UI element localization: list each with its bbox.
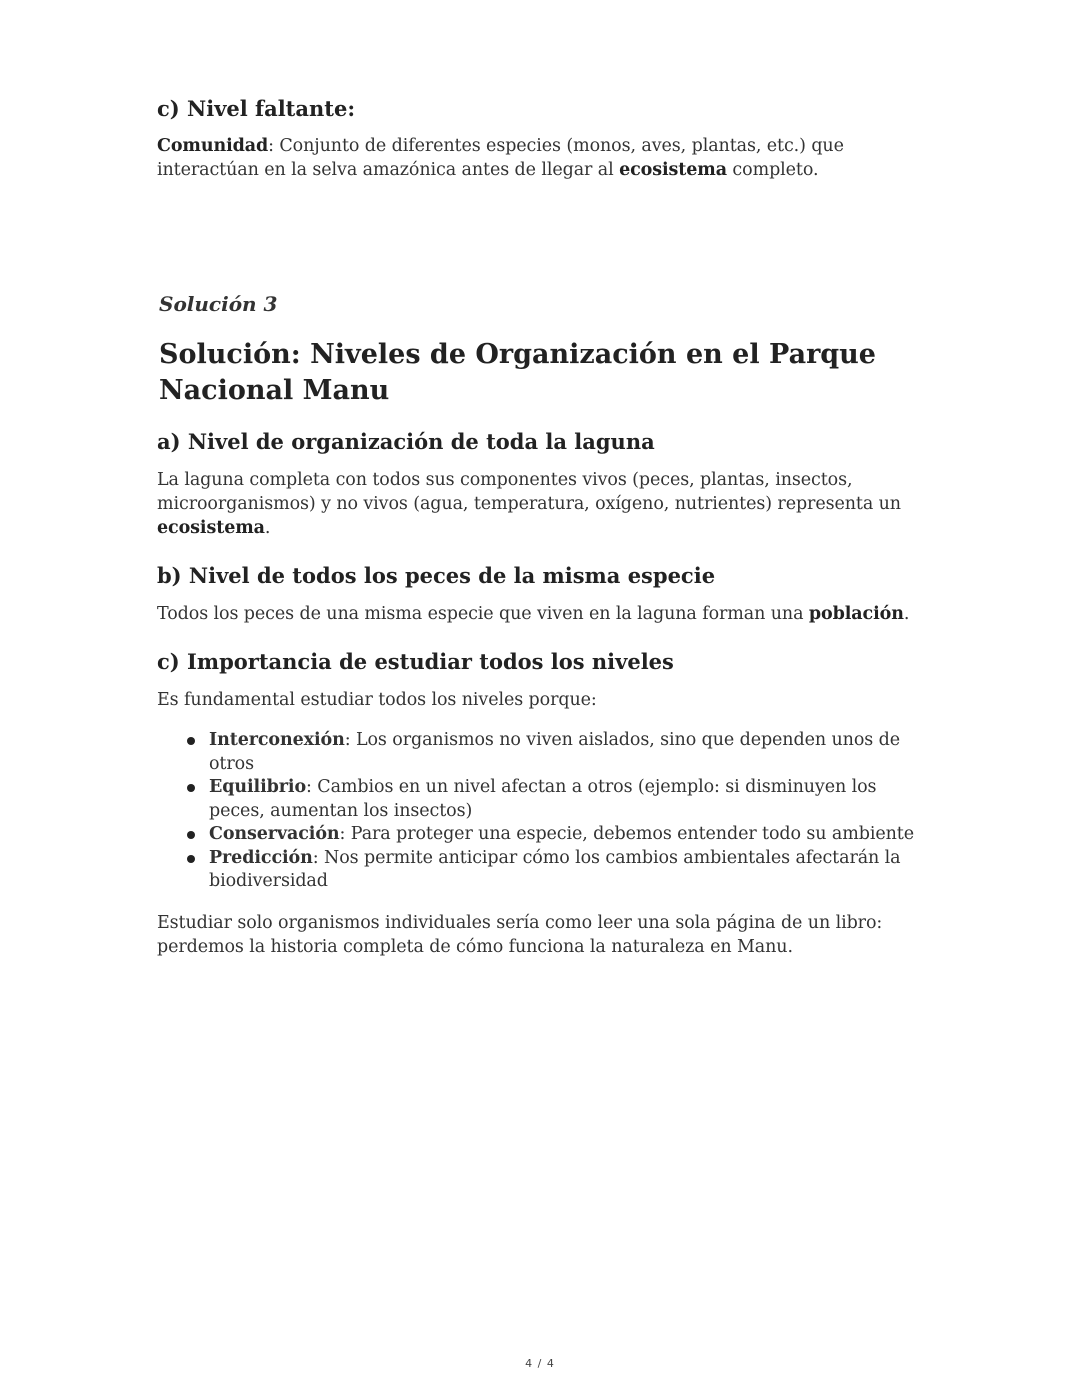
community-term: Comunidad [157,136,269,156]
part-b-heading: b) Nivel de todos los peces de la misma especie [157,563,716,588]
bullet-icon [187,737,195,745]
part-b-bold: población [808,604,904,624]
ecosystem-term: ecosistema [619,160,727,180]
bullet-icon [187,831,195,839]
part-a-heading: a) Nivel de organización de toda la laguna [157,429,655,454]
list-item: Predicción: Nos permite anticipar cómo los cambios ambientales afectarán la biodiversidad [157,847,932,894]
part-c-heading: c) Importancia de estudiar todos los niveles [157,649,674,674]
closing-paragraph: Estudiar solo organismos individuales sería como leer una sola página de un libro: perdemos la historia completa de cómo funciona la naturaleza en Manu. [157,912,883,957]
page-number: 4 / 4 [525,1357,555,1370]
part-b-text: Todos los peces de una misma especie que viven en la laguna forman una población. [157,604,910,624]
page-title: Solución: Niveles de Organización en el Parque Nacional Manu [159,339,876,406]
missing-level-heading: c) Nivel faltante: [157,96,356,121]
list-item: Equilibrio: Cambios en un nivel afectan a otros (ejemplo: si disminuyen los peces, aumentan los insectos) [157,776,932,823]
list-item: Interconexión: Los organismos no viven aislados, sino que dependen unos de otros [157,729,932,776]
missing-level-text: Comunidad: Conjunto de diferentes especies (monos, aves, plantas, etc.) que interactúan en la selva amazónica antes de llegar al ecosistema completo. [157,136,844,180]
importance-list [157,729,932,894]
part-a-section [157,428,927,540]
solution-label: Solución 3 [159,292,278,316]
part-c-intro: Es fundamental estudiar todos los niveles porque: [157,690,597,710]
bullet-icon [187,784,195,792]
missing-level-section [157,95,927,182]
part-b-section [157,562,927,626]
bullet-icon [187,855,195,863]
part-a-bold: ecosistema [157,518,265,538]
part-c-section [157,648,927,959]
list-item: Conservación: Para proteger una especie, debemos entender todo su ambiente [157,823,932,847]
part-a-text: La laguna completa con todos sus componentes vivos (peces, plantas, insectos, microorganismos) y no vivos (agua, temperatura, oxígeno, nutrientes) representa un ecosistema. [157,470,901,538]
